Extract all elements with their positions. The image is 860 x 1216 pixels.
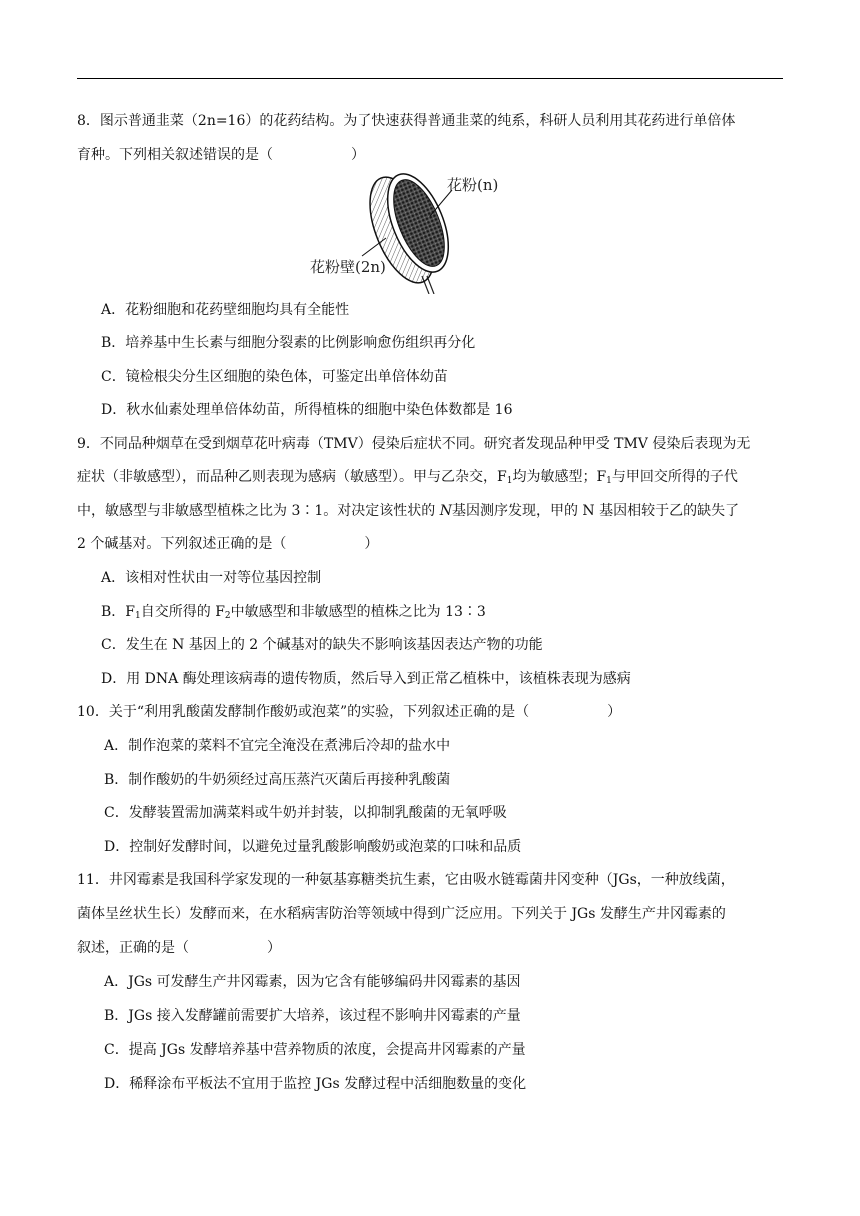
subscript: 2 — [224, 611, 231, 621]
q9-text: 中，敏感型与非敏感型植株之比为 3∶1。对决定该性状的 — [77, 503, 440, 519]
q9-option-text: B．F — [101, 604, 136, 620]
q9-option-text: 自交所得的 F — [140, 604, 225, 620]
q9-text: 基因测序发现，甲的 N 基因相较于乙的缺失了 — [451, 503, 740, 519]
subscript: 1 — [506, 476, 513, 486]
q10-option-d: D．控制好发酵时间，以避免过量乳酸影响酸奶或泡菜的口味和品质 — [104, 839, 522, 855]
subscript: 1 — [135, 611, 141, 621]
q9-text: 2 个碱基对。下列叙述正确的是（ — [77, 536, 287, 552]
anther-figure — [302, 168, 522, 294]
q9-stem-line2 — [77, 467, 738, 491]
q8-stem-text: 育种。下列相关叙述错误的是（ — [77, 147, 273, 163]
q9-stem-line4 — [77, 534, 378, 554]
q11-close-paren: ） — [267, 940, 281, 956]
q11-option-d: D．稀释涂布平板法不宜用于监控 JGs 发酵过程中活细胞数量的变化 — [104, 1076, 527, 1092]
q10-option-c: C．发酵装置需加满菜料或牛奶并封装，以抑制乳酸菌的无氧呼吸 — [104, 805, 507, 821]
q10-option-a: A．制作泡菜的菜料不宜完全淹没在煮沸后冷却的盐水中 — [104, 738, 451, 754]
q11-option-a: A．JGs 可发酵生产井冈霉素，因为它含有能够编码井冈霉素的基因 — [104, 974, 521, 990]
q11-text: 叙述，正确的是（ — [77, 940, 189, 956]
q11-stem-line1: 11．井冈霉素是我国科学家发现的一种氨基寡糖类抗生素，它由吸水链霉菌井冈变种（JGs，一种放线菌， — [77, 872, 735, 888]
q10-close-paren: ） — [607, 704, 622, 720]
gene-symbol: N — [439, 503, 452, 519]
q10-option-b: B．制作酸奶的牛奶须经过高压蒸汽灭菌后再接种乳酸菌 — [104, 772, 451, 788]
q9-stem-line3 — [77, 501, 739, 521]
q8-option-b: B．培养基中生长素与细胞分裂素的比例影响愈伤组织再分化 — [101, 335, 476, 351]
q9-option-d: D．用 DNA 酶处理该病毒的遗传物质，然后导入到正常乙植株中，该植株表现为感病 — [101, 671, 631, 687]
q9-option-b — [101, 602, 486, 626]
q8-close-paren: ） — [351, 147, 365, 163]
q10-text: 10．关于“利用乳酸菌发酵制作酸奶或泡菜”的实验，下列叙述正确的是（ — [77, 704, 530, 720]
q8-option-c: C．镜检根尖分生区细胞的染色体，可鉴定出单倍体幼苗 — [101, 369, 448, 385]
q9-option-text: 中敏感型和非敏感型的植株之比为 13∶3 — [230, 604, 486, 620]
q11-stem-line2: 菌体呈丝状生长）发酵而来，在水稻病害防治等领域中得到广泛应用。下列关于 JGs 发酵生产井冈霉素的 — [77, 906, 726, 922]
q9-stem-line1: 9．不同品种烟草在受到烟草花叶病毒（TMV）侵染后症状不同。研究者发现品种甲受 TMV 侵染后表现为无 — [77, 436, 751, 452]
q9-text: 均为敏感型；F — [512, 469, 607, 485]
q9-option-a: A．该相对性状由一对等位基因控制 — [101, 570, 322, 586]
q9-text: 与甲回交所得的子代 — [611, 469, 738, 485]
subscript: 1 — [606, 476, 612, 486]
q10-stem-line1 — [77, 702, 621, 722]
q8-stem-line2 — [77, 145, 365, 165]
q11-option-c: C．提高 JGs 发酵培养基中营养物质的浓度，会提高井冈霉素的产量 — [104, 1042, 526, 1058]
figure-label-pollen: 花粉(n) — [447, 176, 499, 194]
q9-option-c: C．发生在 N 基因上的 2 个碱基对的缺失不影响该基因表达产物的功能 — [101, 637, 543, 653]
figure-label-wall: 花粉壁(2n) — [310, 258, 386, 276]
q11-stem-line3 — [77, 938, 281, 958]
header-rule — [77, 78, 783, 79]
q8-option-a: A．花粉细胞和花药壁细胞均具有全能性 — [101, 302, 350, 318]
q11-option-b: B．JGs 接入发酵罐前需要扩大培养，该过程不影响井冈霉素的产量 — [104, 1008, 521, 1024]
q9-close-paren: ） — [364, 536, 379, 552]
q9-text: 症状（非敏感型），而品种乙则表现为感病（敏感型）。甲与乙杂交，F — [77, 469, 507, 485]
q8-option-d: D．秋水仙素处理单倍体幼苗，所得植株的细胞中染色体数都是 16 — [101, 402, 513, 418]
q8-stem-line1: 8．图示普通韭菜（2n=16）的花药结构。为了快速获得普通韭菜的纯系，科研人员利用其花药进行单倍体 — [77, 113, 736, 129]
